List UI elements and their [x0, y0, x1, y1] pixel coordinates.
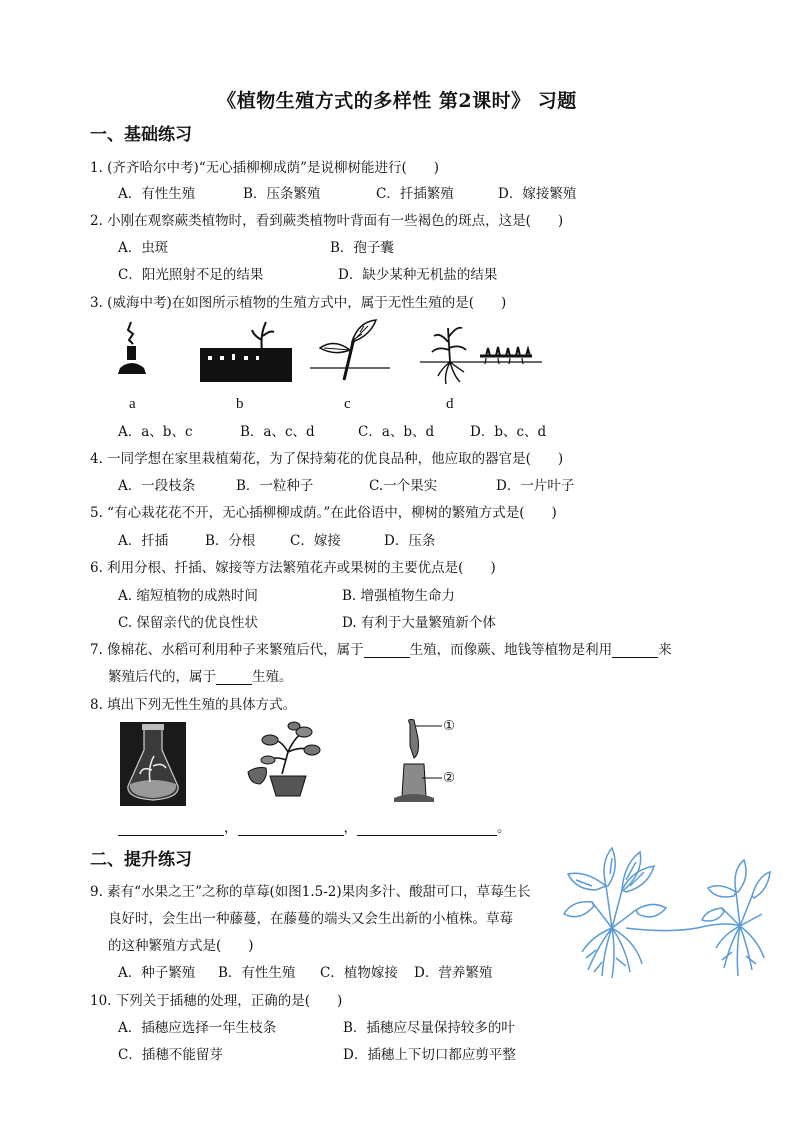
question-5-option-a: A．扦插	[118, 533, 169, 549]
section-heading-advanced: 二、提升练习	[90, 850, 192, 870]
figure-label-d: d	[446, 396, 454, 412]
question-8-sep-2: ，	[343, 820, 357, 836]
question-3-option-d: D．b、c、d	[470, 424, 547, 440]
question-9-option-a: A．种子繁殖	[118, 965, 196, 981]
question-8-blank-3[interactable]	[357, 821, 497, 836]
question-5-stem: 5. “有心栽花花不开，无心插柳柳成荫。”在此俗语中，柳树的繁殖方式是( )	[90, 505, 557, 521]
question-2-option-c: C．阳光照射不足的结果	[118, 267, 264, 283]
question-2-option-d: D．缺少某种无机盐的结果	[338, 267, 498, 283]
question-2-option-a: A．虫斑	[118, 240, 169, 256]
question-9-line-2: 良好时，会生出一种藤蔓，在藤蔓的端头又会生出新的小植株。草莓	[108, 911, 513, 927]
question-10-option-b: B．插穗应尽量保持较多的叶	[343, 1020, 515, 1036]
question-8-answer-line	[118, 816, 511, 836]
page-title: 《植物生殖方式的多样性 第2课时》 习题	[217, 90, 577, 112]
question-1-option-b: B．压条繁殖	[243, 186, 321, 202]
question-6-option-c: C. 保留亲代的优良性状	[118, 615, 258, 631]
question-4-option-b: B．一粒种子	[236, 478, 314, 494]
strawberry-runner-illustration	[556, 830, 772, 986]
question-8-blank-2[interactable]	[238, 821, 344, 836]
question-8-blank-1[interactable]	[118, 821, 224, 836]
question-7-blank-2[interactable]	[612, 643, 658, 658]
question-7-text-2: 生殖，而像蕨、地钱等植物是利用	[409, 642, 613, 658]
question-2-option-b: B．孢子囊	[330, 240, 394, 256]
question-6-stem: 6. 利用分根、扦插、嫁接等方法繁殖花卉或果树的主要优点是( )	[90, 560, 496, 576]
question-3-option-a: A．a、b、c	[118, 424, 193, 440]
question-7-text-3: 来	[658, 642, 672, 658]
question-6-option-b: B. 增强植物生命力	[342, 588, 456, 604]
question-2-stem: 2. 小刚在观察蕨类植物时，看到蕨类植物叶背面有一些褐色的斑点，这是( )	[90, 213, 564, 229]
question-3-stem: 3. (威海中考)在如图所示植物的生殖方式中，属于无性生殖的是( )	[90, 295, 507, 311]
question-8-stem: 8. 填出下列无性生殖的具体方式。	[90, 697, 297, 713]
question-6-option-d: D. 有利于大量繁殖新个体	[342, 615, 496, 631]
marker-stock: ②	[443, 770, 456, 786]
question-7-text-1: 7. 像棉花、水稻可利用种子来繁殖后代，属于	[90, 642, 364, 658]
question-10-option-c: C．插穗不能留芽	[118, 1047, 223, 1063]
question-7-text-4: 繁殖后代的，属于	[108, 669, 216, 685]
question-8-sep-1: ，	[224, 820, 238, 836]
figure-d-runner-illustration	[420, 318, 542, 388]
question-1-stem: 1. (齐齐哈尔中考)“无心插柳柳成荫”是说柳树能进行( )	[90, 160, 440, 176]
section-heading-basic: 一、基础练习	[90, 125, 192, 145]
question-4-option-a: A．一段枝条	[118, 478, 196, 494]
question-7-text-5: 生殖。	[252, 669, 293, 685]
question-9-option-d: D．营养繁殖	[414, 965, 493, 981]
question-1-option-d: D．嫁接繁殖	[498, 186, 577, 202]
question-5-option-b: B．分根	[205, 533, 256, 549]
figure-label-a: a	[129, 396, 136, 412]
question-10-stem: 10. 下列关于插穗的处理，正确的是( )	[90, 993, 343, 1009]
question-9-line-3: 的这种繁殖方式是( )	[108, 938, 254, 954]
figure-potted-grafted-plant	[236, 722, 324, 798]
figure-c-grafting-illustration	[310, 318, 390, 384]
question-9-line-1: 9. 素有“水果之王”之称的草莓(如图1.5-2)果肉多汁、酸甜可口，草莓生长	[90, 884, 531, 900]
question-1-option-a: A．有性生殖	[118, 186, 196, 202]
question-4-option-c: C.一个果实	[369, 478, 438, 494]
question-7-line-1	[90, 638, 672, 658]
question-9-option-c: C．植物嫁接	[320, 965, 398, 981]
question-10-option-d: D．插穗上下切口都应剪平整	[343, 1047, 516, 1063]
question-7-line-2	[108, 665, 293, 685]
question-3-option-b: B．a、c、d	[240, 424, 315, 440]
figure-b-cutting-row-illustration	[200, 320, 292, 382]
figure-tissue-culture-flask-photo	[120, 722, 186, 806]
question-4-option-d: D．一片叶子	[496, 478, 575, 494]
question-3-option-c: C．a、b、d	[358, 424, 435, 440]
question-10-option-a: A．插穗应选择一年生枝条	[118, 1020, 277, 1036]
figure-a-layering-illustration	[112, 318, 152, 382]
question-6-option-a: A. 缩短植物的成熟时间	[118, 588, 258, 604]
figure-label-b: b	[236, 396, 244, 412]
question-5-option-c: C．嫁接	[290, 533, 341, 549]
marker-scion: ①	[443, 718, 456, 734]
question-8-end: 。	[497, 820, 511, 836]
question-5-option-d: D．压条	[384, 533, 436, 549]
question-1-option-c: C．扦插繁殖	[376, 186, 454, 202]
question-7-blank-1[interactable]	[364, 643, 410, 658]
question-7-blank-3[interactable]	[216, 670, 252, 685]
question-4-stem: 4. 一同学想在家里栽植菊花，为了保持菊花的优良品种，他应取的器官是( )	[90, 451, 564, 467]
figure-label-c: c	[344, 396, 351, 412]
question-9-option-b: B．有性生殖	[218, 965, 296, 981]
